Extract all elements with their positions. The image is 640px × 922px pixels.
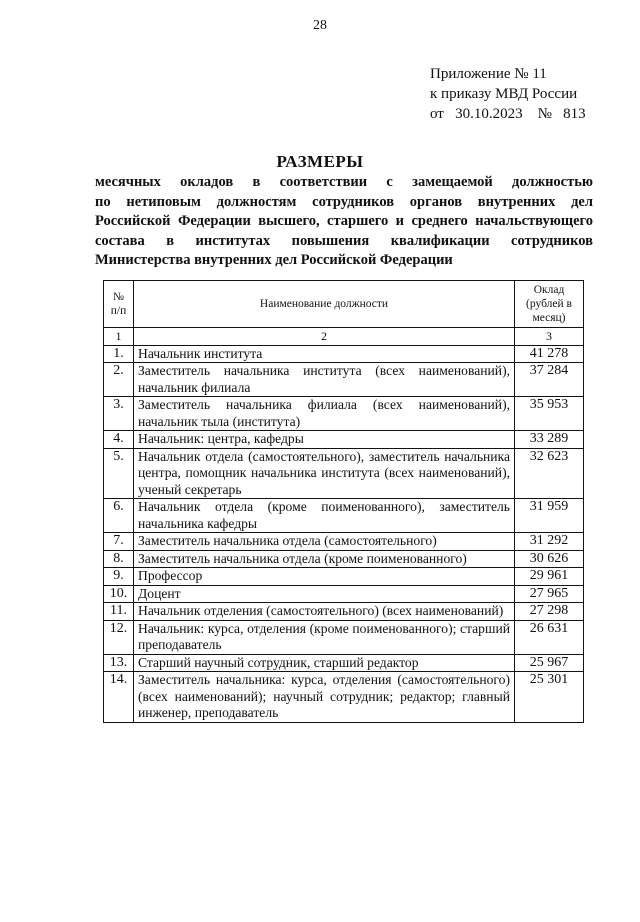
row-number: 6. xyxy=(104,499,134,533)
subtitle-line: по нетиповым должностям сотрудников органов внутренних дел xyxy=(95,193,593,210)
row-number: 2. xyxy=(104,363,134,397)
position-name: Заместитель начальника отдела (кроме поименованного) xyxy=(134,550,515,568)
salary-value: 29 961 xyxy=(515,568,584,586)
table-row xyxy=(104,672,584,723)
position-name: Заместитель начальника отдела (самостоятельного) xyxy=(134,533,515,551)
position-name: Начальник отдела (самостоятельного), заместитель начальника центра, помощник начальника института (всех наименований), ученый секретарь xyxy=(134,448,515,499)
column-index: 2 xyxy=(134,328,515,346)
table-row xyxy=(104,448,584,499)
position-name: Заместитель начальника: курса, отделения (самостоятельного) (всех наименований); научный сотрудник; редактор; главный инженер, преподаватель xyxy=(134,672,515,723)
salary-value: 35 953 xyxy=(515,397,584,431)
document-subtitle xyxy=(95,173,593,271)
appendix-order-ref: к приказу МВД России xyxy=(430,86,578,102)
header-number: № п/п xyxy=(104,281,134,328)
row-number: 9. xyxy=(104,568,134,586)
header-salary: Оклад (рублей в месяц) xyxy=(515,281,584,328)
position-name: Доцент xyxy=(134,585,515,603)
table-row xyxy=(104,363,584,397)
column-index-row xyxy=(104,328,584,346)
table-row xyxy=(104,431,584,449)
table-row xyxy=(104,499,584,533)
row-number: 1. xyxy=(104,345,134,363)
subtitle-line: Российской Федерации высшего, старшего и среднего начальствующего xyxy=(95,213,593,229)
row-number: 7. xyxy=(104,533,134,551)
table-row xyxy=(104,585,584,603)
salary-value: 26 631 xyxy=(515,620,584,654)
salary-value: 31 959 xyxy=(515,499,584,533)
salary-value: 25 967 xyxy=(515,654,584,672)
position-name: Заместитель начальника института (всех наименований), начальник филиала xyxy=(134,363,515,397)
appendix-order-date-number: от 30.10.2023 № 813 xyxy=(430,106,586,122)
row-number: 8. xyxy=(104,550,134,568)
page-number: 28 xyxy=(313,18,327,33)
row-number: 14. xyxy=(104,672,134,723)
row-number: 12. xyxy=(104,620,134,654)
appendix-title: Приложение № 11 xyxy=(430,66,547,82)
table-row xyxy=(104,603,584,621)
header-position-name: Наименование должности xyxy=(134,281,515,328)
subtitle-line: Министерства внутренних дел Российской Федерации xyxy=(95,252,453,268)
position-name: Начальник: курса, отделения (кроме поименованного); старший преподаватель xyxy=(134,620,515,654)
table-row xyxy=(104,568,584,586)
subtitle-line: месячных окладов в соответствии с замещаемой должностью xyxy=(95,174,593,190)
position-name: Старший научный сотрудник, старший редактор xyxy=(134,654,515,672)
row-number: 10. xyxy=(104,585,134,603)
row-number: 11. xyxy=(104,603,134,621)
position-name: Заместитель начальника филиала (всех наименований), начальник тыла (института) xyxy=(134,397,515,431)
position-name: Начальник института xyxy=(134,345,515,363)
salary-value: 41 278 xyxy=(515,345,584,363)
table-header-row xyxy=(104,281,584,328)
table-row xyxy=(104,345,584,363)
document-title: РАЗМЕРЫ xyxy=(276,152,364,171)
row-number: 5. xyxy=(104,448,134,499)
salary-value: 33 289 xyxy=(515,431,584,449)
column-index: 3 xyxy=(515,328,584,346)
salary-table xyxy=(103,280,584,723)
salary-value: 32 623 xyxy=(515,448,584,499)
column-index: 1 xyxy=(104,328,134,346)
salary-value: 25 301 xyxy=(515,672,584,723)
position-name: Начальник: центра, кафедры xyxy=(134,431,515,449)
salary-value: 30 626 xyxy=(515,550,584,568)
table-row xyxy=(104,550,584,568)
table-row xyxy=(104,533,584,551)
salary-value: 31 292 xyxy=(515,533,584,551)
salary-value: 27 298 xyxy=(515,603,584,621)
row-number: 13. xyxy=(104,654,134,672)
position-name: Начальник отдела (кроме поименованного), заместитель начальника кафедры xyxy=(134,499,515,533)
position-name: Начальник отделения (самостоятельного) (всех наименований) xyxy=(134,603,515,621)
subtitle-line: состава в институтах повышения квалификации сотрудников xyxy=(95,232,593,249)
table-row xyxy=(104,654,584,672)
position-name: Профессор xyxy=(134,568,515,586)
row-number: 4. xyxy=(104,431,134,449)
table-row xyxy=(104,397,584,431)
salary-value: 27 965 xyxy=(515,585,584,603)
table-row xyxy=(104,620,584,654)
salary-value: 37 284 xyxy=(515,363,584,397)
row-number: 3. xyxy=(104,397,134,431)
appendix-block xyxy=(430,64,586,124)
